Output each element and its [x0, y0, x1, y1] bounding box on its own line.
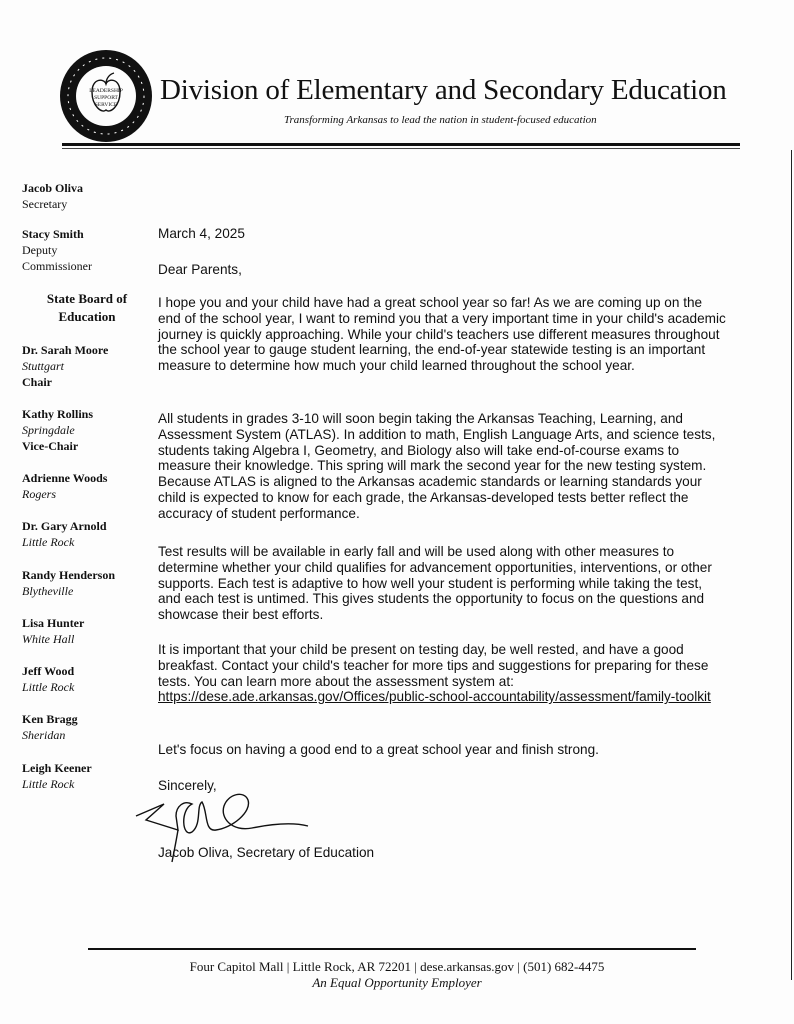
member-city: Little Rock [22, 680, 75, 694]
letter-paragraph [158, 642, 728, 705]
member-name: Adrienne Woods [22, 471, 108, 485]
deputy-name: Stacy Smith [22, 227, 84, 241]
board-member [22, 615, 152, 647]
department-seal-logo [58, 48, 154, 144]
footer-rule [88, 948, 696, 950]
member-name: Lisa Hunter [22, 616, 85, 630]
member-name: Kathy Rollins [22, 407, 94, 421]
board-member [22, 470, 152, 502]
member-name: Randy Henderson [22, 568, 116, 582]
letter-paragraph: Test results will be available in early fall and will be used along with other measures to determine whether your child qualifies for advancement opportunities, interventions, or other supports. Each test is adaptive to how well your student is performing while taking the test, and each test is untimed. This gives students the opportunity to focus on the questions and showcase their best efforts. [158, 544, 712, 623]
letter-paragraph: I hope you and your child have had a great school year so far! As we are coming up on the end of the school year, I want to remind you that a very important time in your child's academic journey is quickly approaching. While your child's teachers use different measures throughout the school year to gauge student learning, the end-of-year statewide testing is an important measure to determine how much your child learned throughout the school year. [158, 295, 726, 374]
sidebar-secretary [22, 180, 152, 212]
member-name: Leigh Keener [22, 761, 92, 775]
letterhead-title: Division of Elementary and Secondary Education [160, 74, 727, 106]
letter-closing-paragraph: Let's focus on having a good end to a great school year and finish strong. [158, 742, 599, 757]
board-heading [22, 290, 152, 326]
member-city: Sheridan [22, 728, 66, 742]
deputy-role: Deputy [22, 243, 58, 257]
board-member [22, 567, 152, 599]
secretary-role: Secretary [22, 197, 68, 211]
secretary-name: Jacob Oliva [22, 181, 84, 195]
letter-date: March 4, 2025 [158, 226, 245, 241]
footer-address: Four Capitol Mall | Little Rock, AR 72201 | dese.arkansas.gov | (501) 682-4475 [189, 959, 605, 974]
member-city: Springdale [22, 423, 75, 437]
member-city: Stuttgart [22, 359, 65, 373]
member-name: Dr. Gary Arnold [22, 519, 107, 533]
board-member [22, 711, 152, 743]
member-city: Little Rock [22, 535, 75, 549]
svg-text:SUPPORT: SUPPORT [94, 95, 118, 101]
member-city: White Hall [22, 632, 75, 646]
member-city: Blytheville [22, 584, 74, 598]
member-title: Vice-Chair [22, 439, 79, 453]
letter-signatory: Jacob Oliva, Secretary of Education [158, 845, 375, 860]
deputy-role: Commissioner [22, 259, 93, 273]
page-edge-shadow [791, 150, 792, 980]
member-name: Dr. Sarah Moore [22, 343, 109, 357]
letter-paragraph-text: It is important that your child be present on testing day, be well rested, and have a good breakfast. Contact your child's teacher for more tips and suggestions for preparing for these tests. You can learn more about the assessment system at: [158, 642, 709, 689]
letterhead-rule-thin [62, 148, 740, 149]
board-heading-line: Education [58, 309, 116, 324]
svg-text:SERVICE: SERVICE [94, 102, 118, 108]
member-title: Chair [22, 375, 52, 389]
letter-sign-off: Sincerely, [158, 778, 217, 793]
letter-salutation: Dear Parents, [158, 262, 242, 277]
member-city: Little Rock [22, 777, 75, 791]
sidebar-deputy [22, 226, 152, 274]
board-member [22, 518, 152, 550]
member-name: Jeff Wood [22, 664, 75, 678]
letterhead-rule [62, 143, 740, 146]
board-member [22, 342, 152, 390]
member-name: Ken Bragg [22, 712, 78, 726]
board-member [22, 663, 152, 695]
member-city: Rogers [22, 487, 56, 501]
board-heading-line: State Board of [46, 291, 128, 306]
handwritten-signature [132, 786, 312, 866]
letterhead-tagline: Transforming Arkansas to lead the nation in student-focused education [284, 114, 597, 126]
family-toolkit-link[interactable]: https://dese.ade.arkansas.gov/Offices/public-school-accountability/assessment/family-toolkit [158, 689, 711, 705]
board-member [22, 406, 152, 454]
footer-equal-opportunity: An Equal Opportunity Employer [312, 975, 482, 990]
svg-text:LEADERSHIP: LEADERSHIP [89, 88, 123, 94]
letter-paragraph: All students in grades 3-10 will soon begin taking the Arkansas Teaching, Learning, and Assessment System (ATLAS). In addition to math, English Language Arts, and science tests, students taking Algebra I, Geometry, and Biology also will take end-of-course exams to measure their knowledge. This spring will mark the second year for the new testing system. Because ATLAS is aligned to the Arkansas academic standards or learning standards your child is expected to know for each grade, the Arkansas-developed tests better reflect the accuracy of student performance. [158, 411, 716, 521]
